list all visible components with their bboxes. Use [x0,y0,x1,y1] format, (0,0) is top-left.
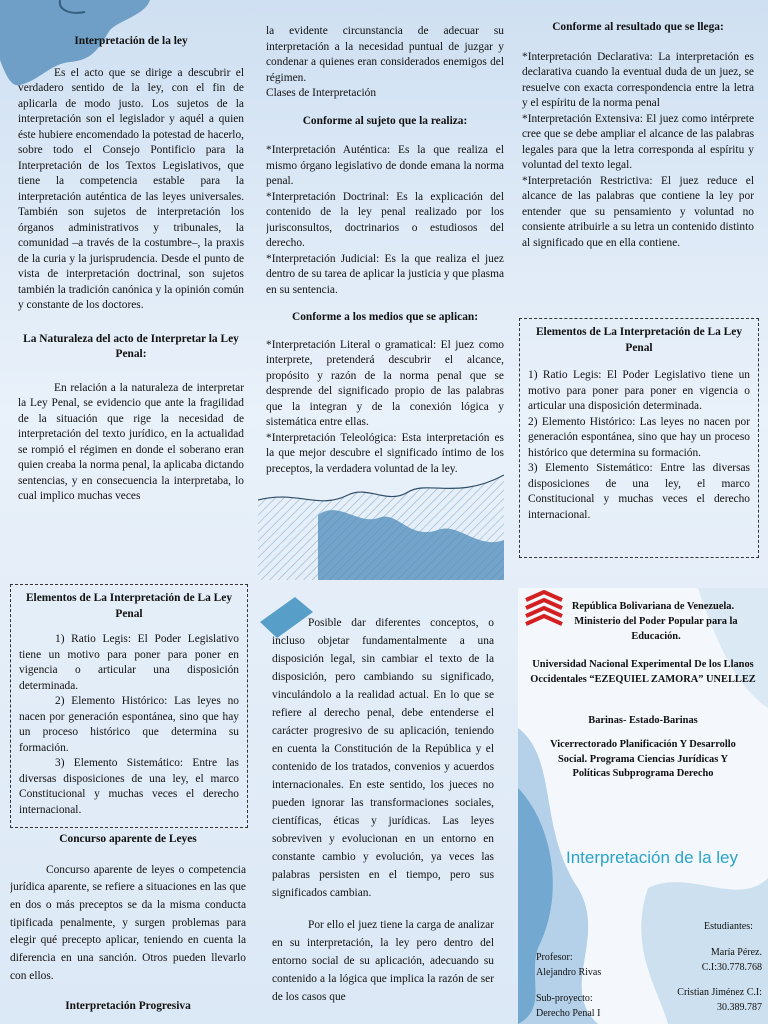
cover-panel [518,588,768,1024]
profesor-label: Profesor: [536,952,573,963]
subproyecto-nombre: Derecho Penal I [536,1008,601,1019]
juez-paragraph: Por ello el juez tiene la carga de analizar en su interpretación, la ley pero dentro del entorno social de su aplicación, adecuando su contenido a la lógica que implica la razón de ser de los casos que [272,919,494,1004]
section-heading-sujeto: Conforme al sujeto que la realiza: [302,114,468,127]
elementos-box-bottom [10,584,248,828]
interpretacion-judicial: *Interpretación Judicial: Es la que realiza el juez dentro de su tarea de aplicar la justicia y que plasma en su sentencia. [266,252,504,296]
naturaleza-paragraph: En relación a la naturaleza de interpretar la Ley Penal, se evidencio que ante la fragilidad de la situación que rige la necesidad de interpretación del texto jurídico, en la actualidad se rompió el régimen en donde el soberano eran quien creaba la norma penal, la aplicaba dictando sentencias, y en consecuencia la interpretaba, lo cual implico muchas veces [18,381,244,502]
elementos-heading: Elementos de La Interpretación de La Ley Penal [25,592,233,620]
elemento-ratio-legis: 1) Ratio Legis: El Poder Legislativo tiene un motivo para poner para poner en vigencia o articular una disposición determinada. [19,633,239,692]
continuation-paragraph: la evidente circunstancia de adecuar su interpretación a la necesidad puntual de juzgar y condenar a quienes eran considerados enemigos del régimen. [266,25,504,84]
elemento-sistematico: 3) Elemento Sistemático: Entre las diversas disposiciones de una ley, el marco Constitucional y muchas veces el derecho internacional. [528,462,750,521]
interpretacion-restrictiva: *Interpretación Restrictiva: El juez reduce el alcance de las palabras que contiene la ley por entender que su pensamiento y voluntad no consiente atribuirle a su letra un contenido distinto al significado que en ella contiene. [522,174,754,249]
progresiva-column [272,614,494,1024]
cover-ministerio: Ministerio del Poder Popular para la Educación. [574,616,738,642]
interpretacion-doctrinal: *Interpretación Doctrinal: Es la explicación del contenido de la ley penal realizado por los jurisconsultos, doctrinarios o estudiosos del derecho. [266,190,504,249]
section-heading-naturaleza: La Naturaleza del acto de Interpretar la Ley Penal: [23,332,239,360]
elemento-historico: 2) Elemento Histórico: Las leyes no nacen por generación espontánea, sino que hay un proceso histórico que determina su formación. [528,415,750,459]
section-heading-progresiva: Interpretación Progresiva [65,1000,191,1013]
elemento-ratio-legis: 1) Ratio Legis: El Poder Legislativo tiene un motivo para poner para poner en vigencia o articular una disposición determinada. [528,369,750,412]
section-heading-interpretacion: Interpretación de la ley [74,35,188,47]
resultado-column [522,20,754,310]
cover-universidad: Universidad Nacional Experimental De los Llanos Occidentales “EZEQUIEL ZAMORA” UNELLEZ [530,659,756,685]
section-heading-resultado: Conforme al resultado que se llega: [552,21,724,33]
estudiante2-ci: 30.389.787 [717,1002,762,1013]
clases-column [266,24,504,504]
cover-title: Interpretación de la ley [566,848,738,867]
estudiantes-label: Estudiantes: [704,921,753,932]
interpretacion-literal: *Interpretación Literal o gramatical: El juez como interprete, pretenderá descubrir el alcance, propósito y razón de la norma penal que se desprende del significado propio de las palabras que la integran y de la conexión lógica y sistemática entre ellas. [266,338,504,428]
section-heading-concurso: Concurso aparente de Leyes [59,833,197,845]
interpretacion-teleologica: *Interpretación Teleológica: Esta interpretación es la que mejor descubre el significado íntimo de los preceptos, la verdadera voluntad de la ley. [266,431,504,475]
estudiante1-ci: C.I:30.778.768 [701,962,762,973]
section-heading-medios: Conforme a los medios que se aplican: [291,311,479,323]
elemento-historico: 2) Elemento Histórico: Las leyes no nacen por generación espontánea, sino que hay un proceso histórico que determina su formación. [19,695,239,754]
concurso-paragraph: Concurso aparente de leyes o competencia jurídica aparente, se refiere a situaciones en las que en dos o más preceptos se da la misma conducta tipificada penalmente, y surgen problemas para elegir qué precepto aplicar, teniendo en cuenta la diferencia en una sanción. Otros pueden llevarlo con ellos. [10,863,246,982]
interpretacion-extensiva: *Interpretación Extensiva: El juez como intérprete cree que se debe ampliar el alcance de las palabras legales para que la letra corresponda al espíritu y voluntad del texto legal. [522,112,754,171]
elemento-sistematico: 3) Elemento Sistemático: Entre las diversas disposiciones de una ley, el marco Constitucional y muchas veces el derecho internacional. [19,757,239,816]
intro-paragraph: Es el acto que se dirige a descubrir el verdadero sentido de la ley, con el fin de aplicarla de modo justo. Los sujetos de la interpretación son el legislador y aquél a quien éste hubiere encomendado la potestad de hacerlo, sobre todo el Consejo Pontificio para la Interpretación de los Textos Legislativos, que tiene la competencia estable para la interpretación auténtica de las leyes universales. También son sujetos de interpretación los órganos administrativos y tribunales, la comunidad –a través de la costumbre–, la praxis de la curia y la jurisprudencia. Desde el punto de vista de interpretación doctrinal, son sujetos también la tradición canónica y la opinión común y constante de los doctores. [18,66,244,311]
intro-column [18,34,244,546]
cover-vicerrectorado: Vicerrectorado Planificación Y Desarrollo Social. Programa Ciencias Jurídicas Y Políticas Subprograma Derecho [550,739,736,780]
elementos-heading: Elementos de La Interpretación de La Ley Penal [535,326,743,354]
elementos-box-top [519,318,759,558]
estudiante2-nombre: Cristian Jiménez C.I: [677,987,762,998]
concurso-column [10,832,246,1024]
interpretacion-autentica: *Interpretación Auténtica: Es la que realiza el mismo órgano legislativo de donde emana la norma penal. [266,144,504,187]
interpretacion-declarativa: *Interpretación Declarativa: La interpretación es declarativa cuando la eventual duda de un juez, se resuelve con exacta correspondencia entre la letra y el espíritu de la norma penal [522,50,754,109]
cover-republica: República Bolivariana de Venezuela. [571,601,735,612]
clases-label: Clases de Interpretación [266,87,377,99]
estudiante1-nombre: María Pérez. [710,947,762,958]
profesor-nombre: Alejandro Rivas [536,967,602,978]
subproyecto-label: Sub-proyecto: [536,993,593,1004]
progresiva-paragraph: Posible dar diferentes conceptos, o incluso objetar fundamentalmente a una disposición legal, sin cambiar el texto de la disposición, pero cambiando su significado, vinculándolo a la realidad actual. En lo que se refiere al derecho penal, debe entenderse el carácter progresivo de su aplicación, teniendo en cuenta la Constitución de la República y el contenido de los tratados, convenios y acuerdos internacionales. En este sentido, los jueces no pueden ignorar las transformaciones sociales, científicas, éticas y jurídicas. Las leyes sobreviven y evolucionan en un entorno en constante cambio y evolución, ya veces las palabras persisten en el tiempo, pero sus significados cambian. [272,617,494,900]
cover-sede: Barinas- Estado-Barinas [588,715,698,726]
